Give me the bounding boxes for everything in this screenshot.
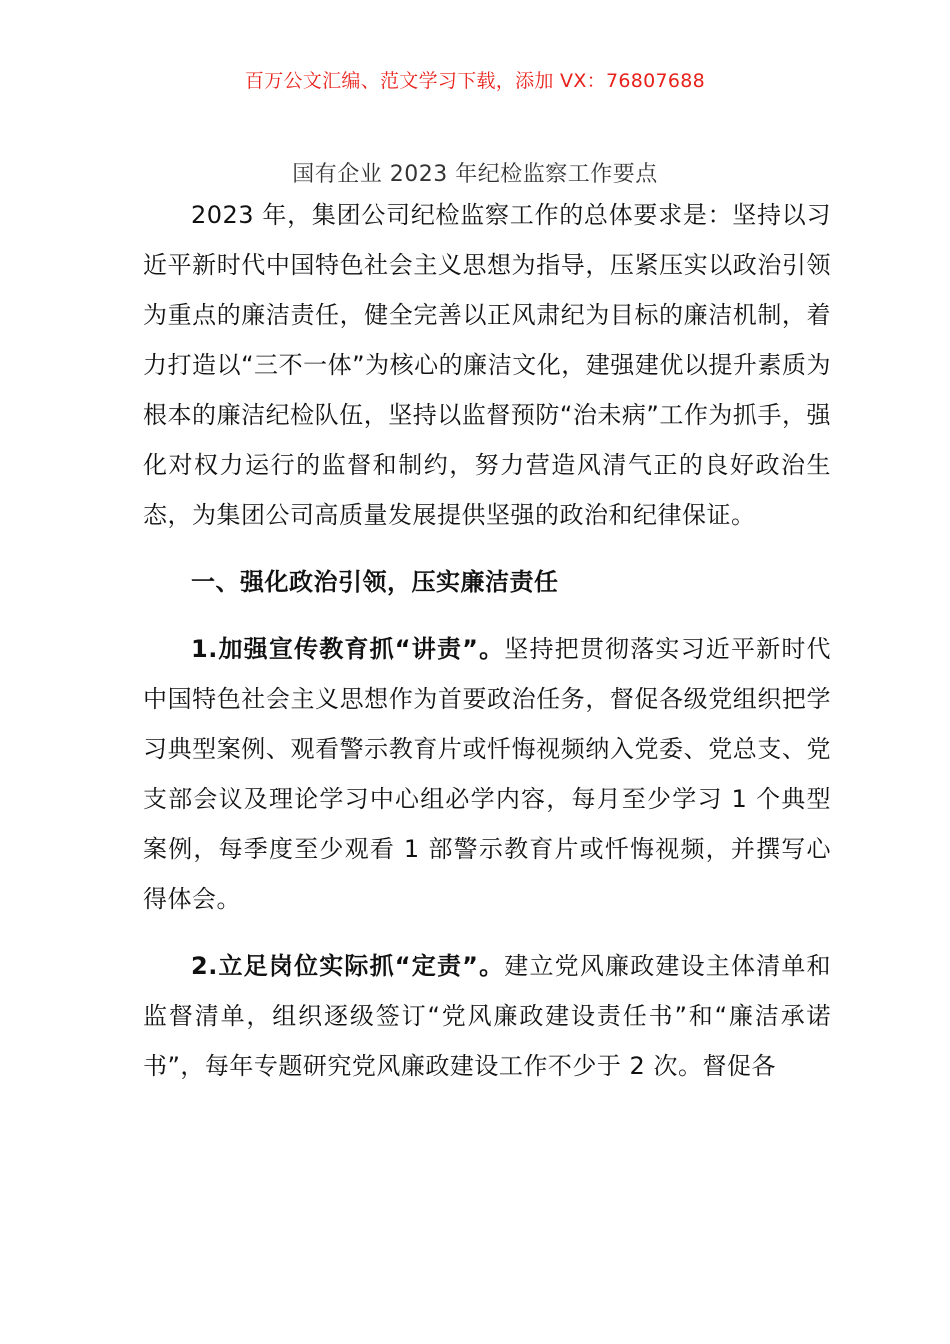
intro-paragraph: 2023 年，集团公司纪检监察工作的总体要求是：坚持以习近平新时代中国特色社会主义思想为指导，压紧压实以政治引领为重点的廉洁责任，健全完善以正风肃纪为目标的廉洁机制，着力打造以“三不一体”为核心的廉洁文化，建强建优以提升素质为根本的廉洁纪检队伍，坚持以监督预防“治未病”工作为抓手，强化对权力运行的监督和制约，努力营造风清气正的良好政治生态，为集团公司高质量发展提供坚强的政治和纪律保证。 [143,201,831,529]
section-heading: 一、强化政治引领，压实廉洁责任 [191,568,559,596]
document-title: 国有企业 2023 年纪检监察工作要点 [292,162,658,187]
watermark-banner: 百万公文汇编、范文学习下载，添加 VX：76807688 [244,70,706,92]
item-lead: 2.立足岗位实际抓“定责”。 [191,952,505,980]
document-body [143,190,831,1091]
item-lead: 1.加强宣传教育抓“讲责”。 [191,635,505,663]
item-text: 坚持把贯彻落实习近平新时代中国特色社会主义思想作为首要政治任务，督促各级党组织把学习典型案例、观看警示教育片或忏悔视频纳入党委、党总支、党支部会议及理论学习中心组必学内容，每月至少学习 1 个典型案例，每季度至少观看 1 部警示教育片或忏悔视频，并撰写心得体会。 [143,635,832,913]
item-text: 建立党风廉政建设主体清单和监督清单，组织逐级签订“党风廉政建设责任书”和“廉洁承诺书”，每年专题研究党风廉政建设工作不少于 2 次。督促各 [143,952,832,1080]
section-item [143,624,831,924]
section-item [143,941,831,1091]
